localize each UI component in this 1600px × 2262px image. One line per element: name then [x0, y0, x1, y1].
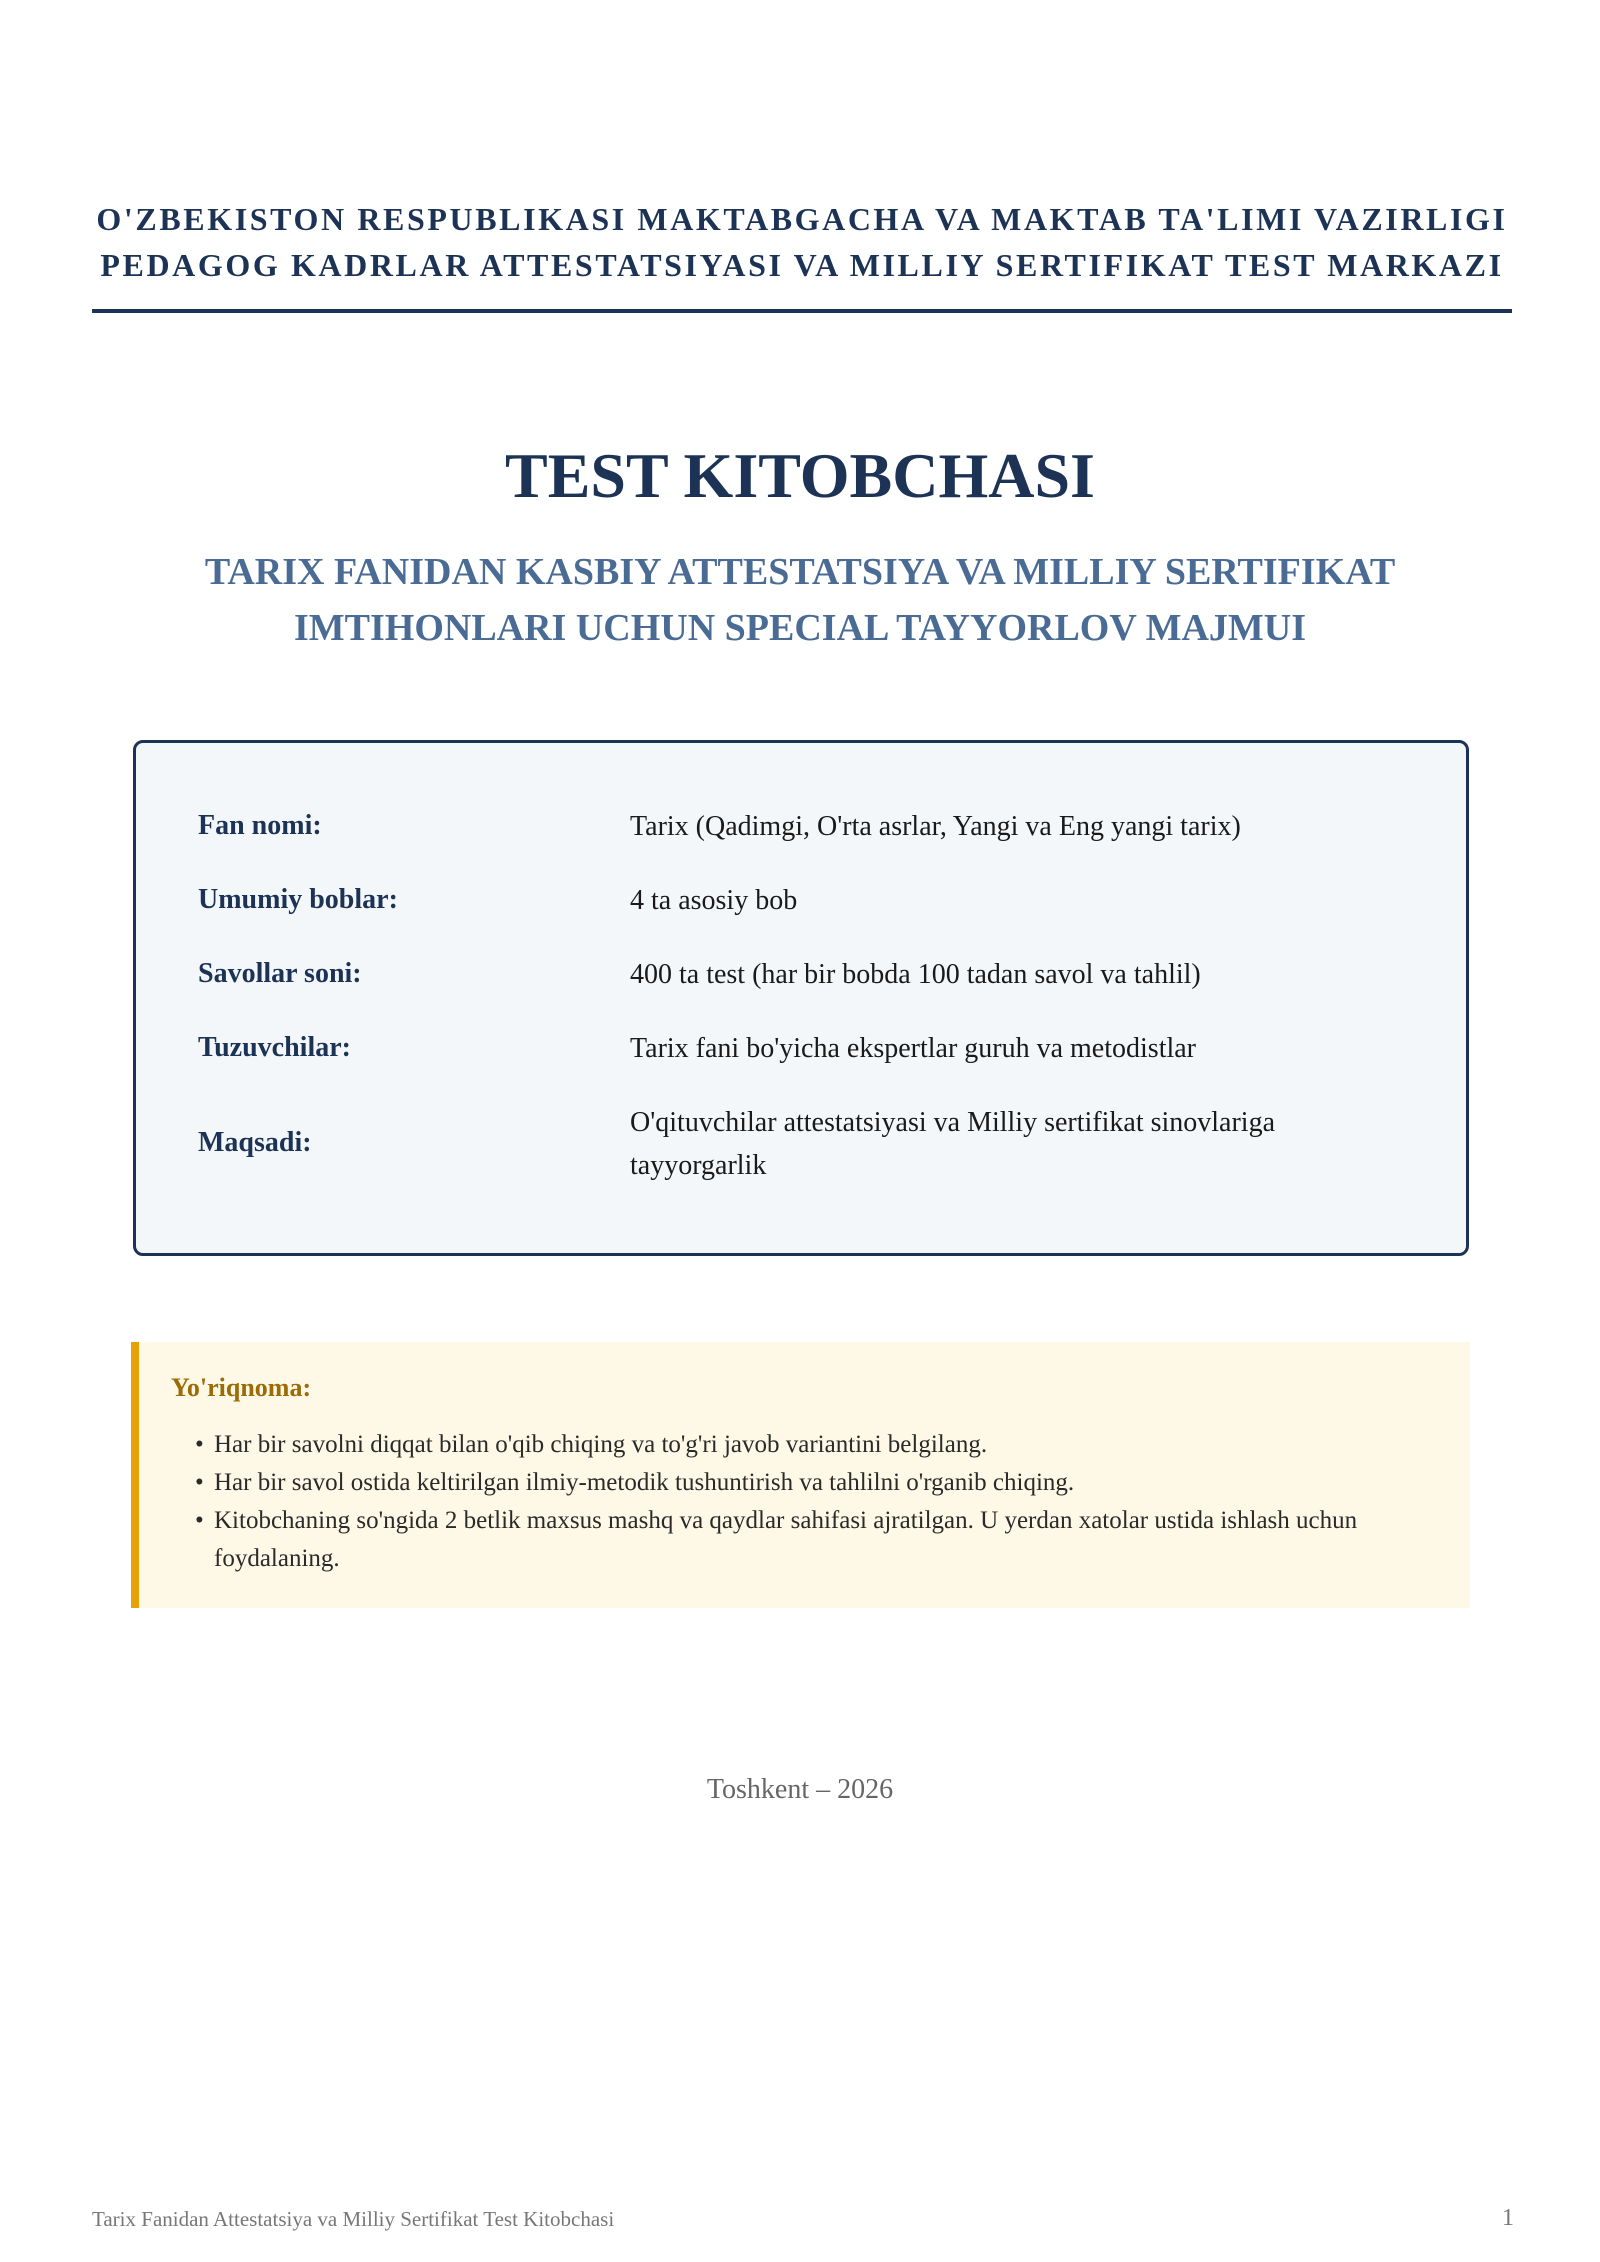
instruction-text: Har bir savolni diqqat bilan o'qib chiqing va to'g'ri javob variantini belgilang. — [214, 1431, 988, 1458]
header-divider — [92, 309, 1512, 313]
ministry-name: O'ZBEKISTON RESPUBLIKASI MAKTABGACHA VA MAKTAB TA'LIMI VAZIRLIGI — [96, 201, 1508, 237]
subtitle-line-1: TARIX FANIDAN KASBIY ATTESTATSIYA VA MILLIY SERTIFIKAT — [204, 551, 1396, 593]
info-value: 4 ta asosiy bob — [630, 885, 798, 916]
place-and-year: Toshkent – 2026 — [706, 1774, 894, 1805]
info-value: O'qituvchilar attestatsiyasi va Milliy sertifikat sinovlariga tayyorgarlik — [630, 1107, 1276, 1181]
info-label: Fan nomi: — [198, 810, 322, 841]
info-label: Maqsadi: — [198, 1127, 312, 1158]
instruction-text: Kitobchaning so'ngida 2 betlik maxsus mashq va qaydlar sahifasi ajratilgan. U yerdan xatolar ustida ishlash uchun foydalaning. — [214, 1507, 1358, 1572]
page-title: TEST KITOBCHASI — [505, 440, 1095, 511]
page-subtitle — [100, 544, 1500, 656]
info-value: 400 ta test (har bir bobda 100 tadan savol va tahlil) — [630, 959, 1201, 990]
info-label: Savollar soni: — [198, 958, 362, 989]
info-value: Tarix (Qadimgi, O'rta asrlar, Yangi va Eng yangi tarix) — [630, 811, 1241, 842]
bullet-icon: • — [195, 1507, 204, 1534]
center-name: PEDAGOG KADRLAR ATTESTATSIYASI VA MILLIY SERTIFIKAT TEST MARKAZI — [100, 247, 1504, 283]
list-item — [195, 1502, 1415, 1578]
instructions-list — [195, 1426, 1415, 1578]
page-number: 1 — [1502, 2205, 1514, 2231]
info-value: Tarix fani bo'yicha ekspertlar guruh va metodistlar — [630, 1033, 1197, 1064]
instructions-title: Yo'riqnoma: — [171, 1373, 312, 1402]
info-label: Umumiy boblar: — [198, 884, 398, 915]
info-box — [133, 740, 1469, 1256]
info-label: Tuzuvchilar: — [198, 1032, 351, 1063]
bullet-icon: • — [195, 1469, 204, 1496]
ministry-header — [92, 196, 1512, 288]
list-item — [195, 1426, 1415, 1464]
instructions-box — [131, 1342, 1470, 1608]
footer-document-title: Tarix Fanidan Attestatsiya va Milliy Sertifikat Test Kitobchasi — [92, 2207, 615, 2231]
bullet-icon: • — [195, 1431, 204, 1458]
subtitle-line-2: IMTIHONLARI UCHUN SPECIAL TAYYORLOV MAJMUI — [293, 607, 1307, 649]
instruction-text: Har bir savol ostida keltirilgan ilmiy-metodik tushuntirish va tahlilni o'rganib chiqing. — [214, 1469, 1075, 1496]
list-item — [195, 1464, 1415, 1502]
